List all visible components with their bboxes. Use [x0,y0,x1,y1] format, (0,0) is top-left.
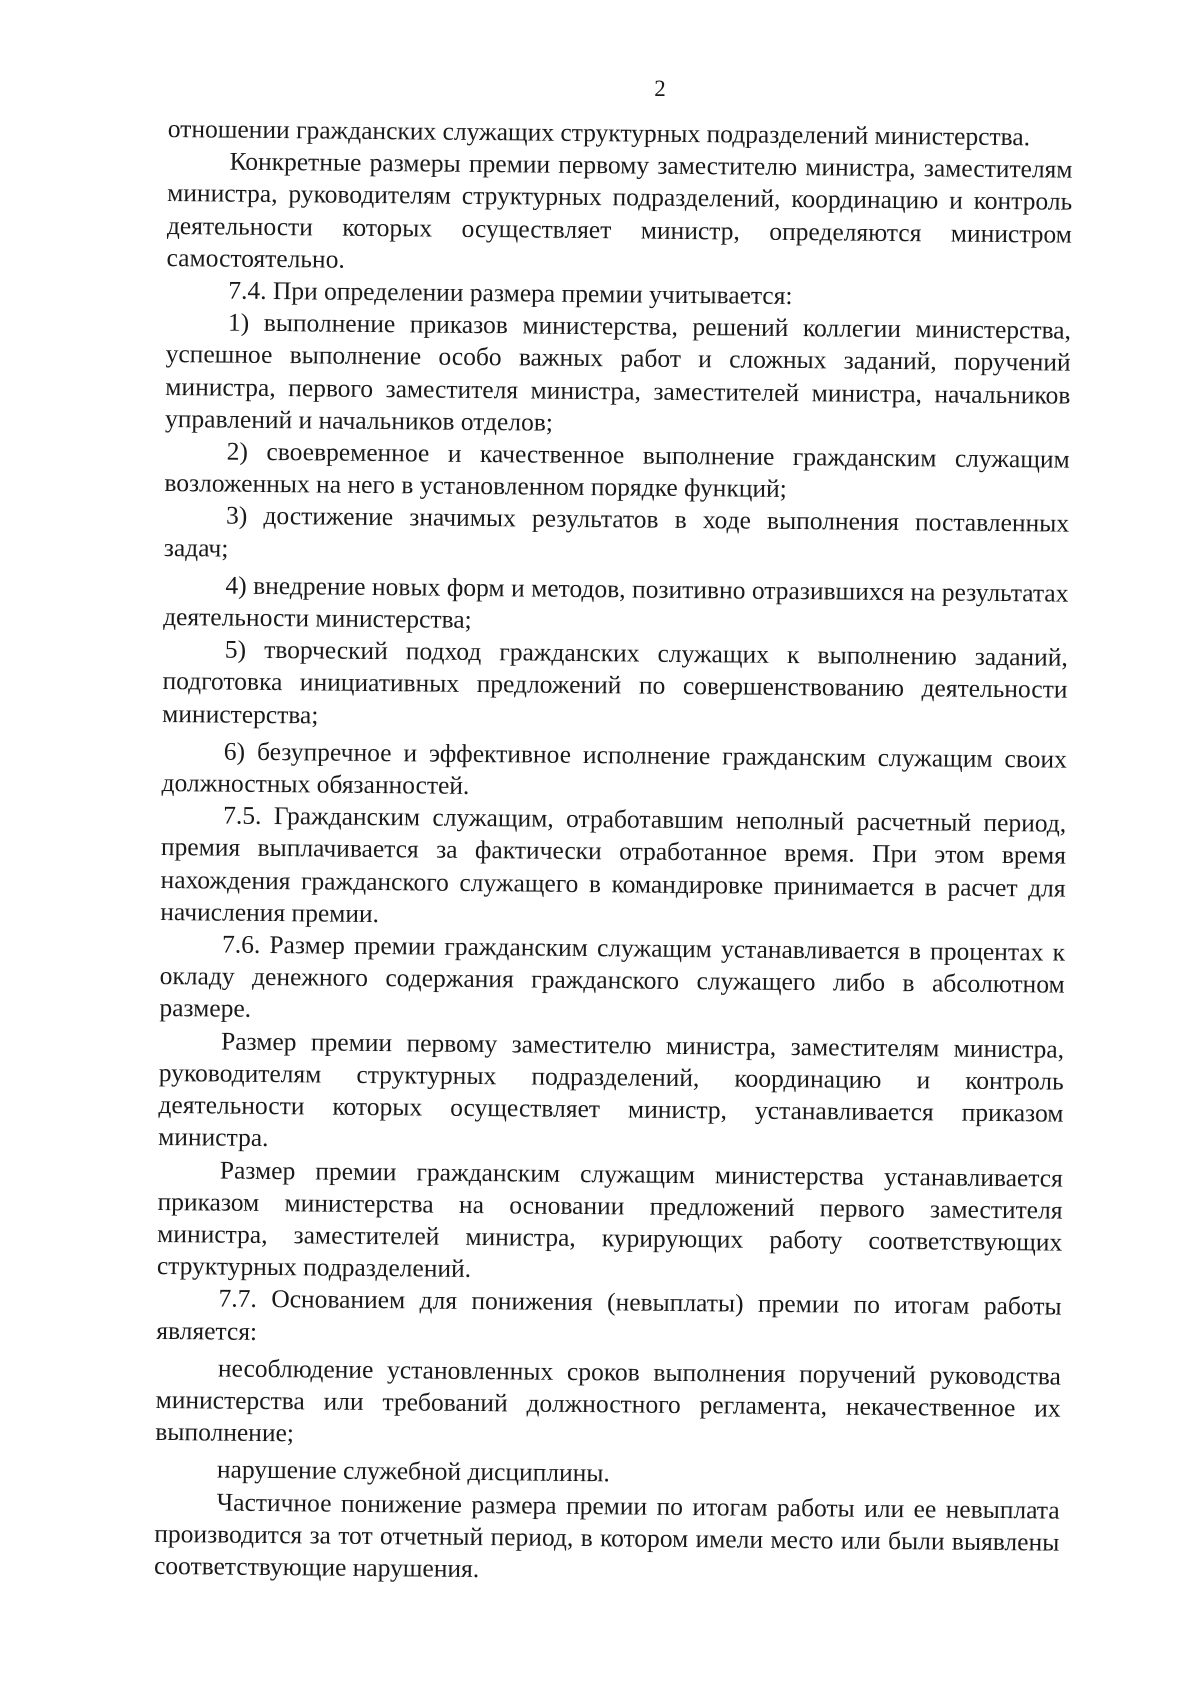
paragraph-partial-reduction: Частичное понижение размера премии по итогам работы или ее невыплата производится за тот отчетный период, в котором имели место или были выявлены соответствующие нарушения. [153,1487,1060,1583]
reason-item-discipline: нарушение служебной дисциплины. [216,1454,611,1488]
list-item-2: 2) своевременное и качественное выполнение гражданским служащим возложенных на него в установленном порядке функций; [164,436,1070,504]
reason-item-deadlines: несоблюдение установленных сроков выполнения поручений руководства министерства или требований должностного регламента, некачественное их выполнение; [155,1353,1062,1448]
paragraph-deputy-bonus-size: Размер премии первому заместителю министра, заместителям министра, руководителям структурных подразделений, координацию и контроль деятельности которых осуществляет министр, устанавливается приказом министра. [158,1026,1065,1153]
list-item-5: 5) творческий подход гражданских служащих к выполнению заданий, подготовка инициативных предложений по совершенствованию деятельности министерства; [162,634,1068,730]
page-number: 2 [654,76,666,101]
list-item-3: 3) достижение значимых результатов в ходе выполнения поставленных задач; [163,501,1070,563]
paragraph-7-5: 7.5. Гражданским служащим, отработавшим неполный расчетный период, премия выплачивается за фактически отработанное время. При этом время нахождения гражданского служащего в командировке принимается в расчет для начисления премии. [160,800,1067,928]
paragraph-7-7: 7.7. Основанием для понижения (невыплаты) премии по итогам работы является: [156,1283,1062,1346]
paragraph-7-4: 7.4. При определении размера премии учитывается: [228,275,793,311]
list-item-1: 1) выполнение приказов министерства, решений коллегии министерства, успешное выполнение особо важных работ и сложных заданий, поручений министра, первого заместителя министра, заместителей министра, начальников управлений и начальников отделов; [164,307,1072,437]
paragraph-staff-bonus-size: Размер премии гражданским служащим министерства устанавливается приказом министерства на основании предложений первого заместителя министра, заместителей министра, курирующих работу соответствующих структурных подразделений. [156,1155,1063,1284]
document-body [154,113,1073,1591]
list-item-6: 6) безупречное и эффективное исполнение гражданским служащим своих должностных обязанностей. [161,736,1067,800]
paragraph-continuation: отношении гражданских служащих структурных подразделений министерства. [167,113,1031,152]
paragraph-7-6: 7.6. Размер премии гражданским служащим устанавливается в процентах к окладу денежного содержания гражданского служащего либо в абсолютном размере. [159,929,1066,1024]
list-item-4: 4) внедрение новых форм и методов, позитивно отразившихся на результатах деятельности министерства; [163,570,1069,634]
paragraph-specific-bonus-sizes: Конкретные размеры премии первому заместителю министра, заместителям министра, руководителям структурных подразделений, координацию и контроль деятельности которых осуществляет министр, определяются министром самостоятельно. [166,146,1073,274]
